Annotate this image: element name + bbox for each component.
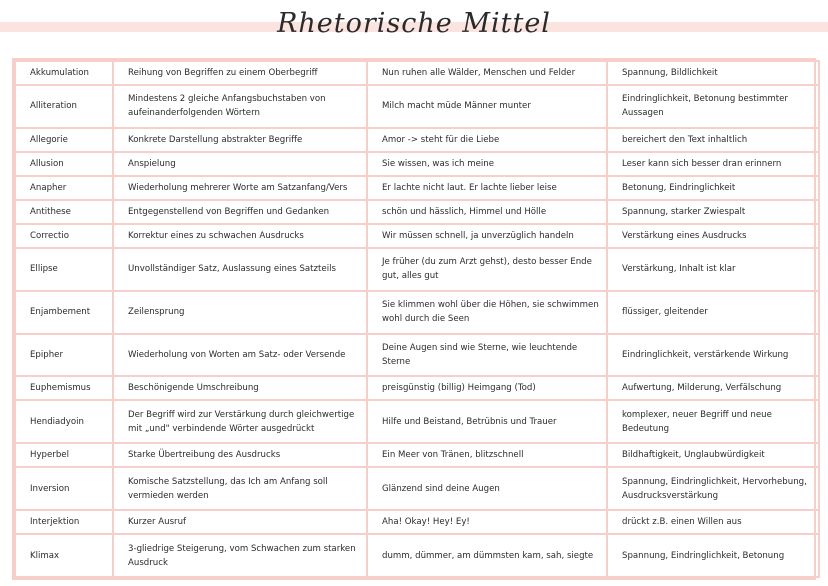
definition-cell: Zeilensprung <box>113 291 367 334</box>
example-cell: Wir müssen schnell, ja unverzüglich handeln <box>367 224 607 248</box>
definition-cell: Kurzer Ausruf <box>113 510 367 534</box>
effect-cell: Spannung, Eindringlichkeit, Hervorhebung, Ausdrucksverstärkung <box>607 467 819 510</box>
effect-cell: Eindringlichkeit, Betonung bestimmter Aussagen <box>607 85 819 128</box>
effect-cell: Bildhaftigkeit, Unglaubwürdigkeit <box>607 443 819 467</box>
definition-cell: Starke Übertreibung des Ausdrucks <box>113 443 367 467</box>
definition-cell: Wiederholung mehrerer Worte am Satzanfang/Vers <box>113 176 367 200</box>
effect-cell: Verstärkung eines Ausdrucks <box>607 224 819 248</box>
definition-cell: Wiederholung von Worten am Satz- oder Versende <box>113 334 367 377</box>
definition-cell: Der Begriff wird zur Verstärkung durch gleichwertige mit „und" verbindende Wörter ausgedrückt <box>113 400 367 443</box>
effect-cell: Spannung, starker Zwiespalt <box>607 200 819 224</box>
example-cell: Milch macht müde Männer munter <box>367 85 607 128</box>
table-row <box>15 176 819 200</box>
table-row <box>15 224 819 248</box>
table-row <box>15 152 819 176</box>
example-cell: Ein Meer von Tränen, blitzschnell <box>367 443 607 467</box>
table-row <box>15 85 819 128</box>
table-row <box>15 61 819 85</box>
definition-cell: Entgegenstellend von Begriffen und Gedanken <box>113 200 367 224</box>
table-row <box>15 200 819 224</box>
term-cell: Enjambement <box>15 291 113 334</box>
term-cell: Inversion <box>15 467 113 510</box>
example-cell: Hilfe und Beistand, Betrübnis und Trauer <box>367 400 607 443</box>
term-cell: Correctio <box>15 224 113 248</box>
table-row <box>15 510 819 534</box>
effect-cell: Eindringlichkeit, verstärkende Wirkung <box>607 334 819 377</box>
term-cell: Allusion <box>15 152 113 176</box>
example-cell: Nun ruhen alle Wälder, Menschen und Felder <box>367 61 607 85</box>
term-cell: Hyperbel <box>15 443 113 467</box>
definition-cell: Mindestens 2 gleiche Anfangsbuchstaben von aufeinanderfolgenden Wörtern <box>113 85 367 128</box>
page-title: Rhetorische Mittel <box>277 8 551 39</box>
table-row <box>15 128 819 152</box>
definition-cell: Unvollständiger Satz, Auslassung eines Satzteils <box>113 248 367 291</box>
table-row <box>15 443 819 467</box>
effect-cell: komplexer, neuer Begriff und neue Bedeutung <box>607 400 819 443</box>
example-cell: Amor -> steht für die Liebe <box>367 128 607 152</box>
effect-cell: drückt z.B. einen Willen aus <box>607 510 819 534</box>
definition-cell: Anspielung <box>113 152 367 176</box>
effect-cell: bereichert den Text inhaltlich <box>607 128 819 152</box>
table-row <box>15 376 819 400</box>
term-cell: Allegorie <box>15 128 113 152</box>
definition-cell: Konkrete Darstellung abstrakter Begriffe <box>113 128 367 152</box>
example-cell: Aha! Okay! Hey! Ey! <box>367 510 607 534</box>
example-cell: Sie wissen, was ich meine <box>367 152 607 176</box>
term-cell: Klimax <box>15 534 113 577</box>
definition-cell: Korrektur eines zu schwachen Ausdrucks <box>113 224 367 248</box>
effect-cell: Verstärkung, Inhalt ist klar <box>607 248 819 291</box>
rhetoric-table <box>12 58 816 580</box>
definition-cell: Reihung von Begriffen zu einem Oberbegriff <box>113 61 367 85</box>
table-row <box>15 291 819 334</box>
example-cell: Er lachte nicht laut. Er lachte lieber leise <box>367 176 607 200</box>
effect-cell: Spannung, Eindringlichkeit, Betonung <box>607 534 819 577</box>
table-row <box>15 534 819 577</box>
term-cell: Epipher <box>15 334 113 377</box>
definition-cell: Komische Satzstellung, das Ich am Anfang soll vermieden werden <box>113 467 367 510</box>
example-cell: Deine Augen sind wie Sterne, wie leuchtende Sterne <box>367 334 607 377</box>
effect-cell: Spannung, Bildlichkeit <box>607 61 819 85</box>
table-row <box>15 334 819 377</box>
term-cell: Anapher <box>15 176 113 200</box>
term-cell: Ellipse <box>15 248 113 291</box>
table-row <box>15 467 819 510</box>
table-row <box>15 400 819 443</box>
example-cell: preisgünstig (billig) Heimgang (Tod) <box>367 376 607 400</box>
term-cell: Hendiadyoin <box>15 400 113 443</box>
example-cell: Glänzend sind deine Augen <box>367 467 607 510</box>
term-cell: Antithese <box>15 200 113 224</box>
effect-cell: Leser kann sich besser dran erinnern <box>607 152 819 176</box>
definition-cell: 3-gliedrige Steigerung, vom Schwachen zum starken Ausdruck <box>113 534 367 577</box>
term-cell: Euphemismus <box>15 376 113 400</box>
example-cell: dumm, dümmer, am dümmsten kam, sah, siegte <box>367 534 607 577</box>
definition-cell: Beschönigende Umschreibung <box>113 376 367 400</box>
term-cell: Interjektion <box>15 510 113 534</box>
example-cell: schön und hässlich, Himmel und Hölle <box>367 200 607 224</box>
effect-cell: flüssiger, gleitender <box>607 291 819 334</box>
effect-cell: Aufwertung, Milderung, Verfälschung <box>607 376 819 400</box>
example-cell: Je früher (du zum Arzt gehst), desto besser Ende gut, alles gut <box>367 248 607 291</box>
table-row <box>15 248 819 291</box>
term-cell: Alliteration <box>15 85 113 128</box>
example-cell: Sie klimmen wohl über die Höhen, sie schwimmen wohl durch die Seen <box>367 291 607 334</box>
term-cell: Akkumulation <box>15 61 113 85</box>
effect-cell: Betonung, Eindringlichkeit <box>607 176 819 200</box>
